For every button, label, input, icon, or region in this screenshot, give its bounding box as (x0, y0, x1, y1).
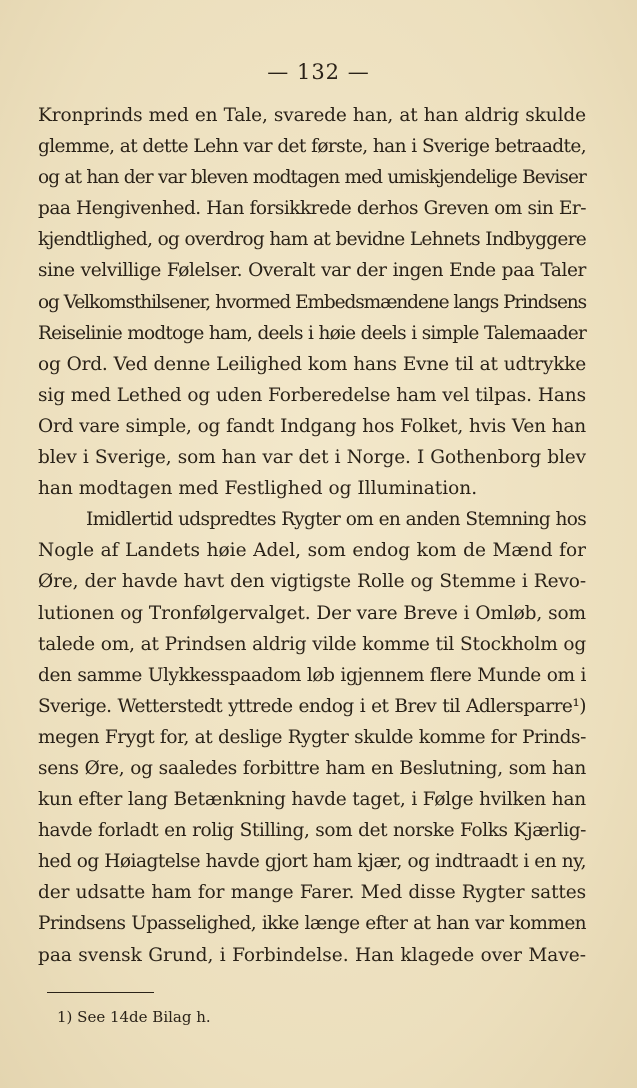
text-line: sig med Lethed og uden Forberedelse ham vel tilpas. Hans (38, 384, 586, 406)
text-line: havde forladt en rolig Stilling, som det norske Folks Kjærlig- (38, 820, 586, 842)
text-line: den samme Ulykkesspaadom løb igjennem flere Munde om i (38, 664, 586, 686)
text-line: Imidlertid udspredtes Rygter om en anden Stemning hos (86, 509, 586, 531)
text-line: han modtagen med Festlighed og Illumination. (38, 478, 478, 500)
footnote: 1) See 14de Bilag h. (57, 1008, 211, 1026)
text-line: Reiselinie modtoge ham, deels i høie deels i simple Talemaader (38, 322, 586, 344)
text-line: kun efter lang Betænkning havde taget, i Følge hvilken han (38, 789, 586, 811)
text-line: Øre, der havde havt den vigtigste Rolle og Stemme i Revo- (38, 571, 586, 593)
text-line: blev i Sverige, som han var det i Norge. I Gothenborg blev (38, 447, 586, 469)
text-line: sens Øre, og saaledes forbittre ham en Beslutning, som han (38, 757, 586, 779)
text-line: Kronprinds med en Tale, svarede han, at han aldrig skulde (38, 105, 586, 126)
text-line: hed og Høiagtelse havde gjort ham kjær, og indtraadt i en ny, (38, 851, 586, 873)
text-line: Ord vare simple, og fandt Indgang hos Folket, hvis Ven han (38, 415, 586, 437)
text-line: sine velvillige Følelser. Overalt var der ingen Ende paa Taler (38, 260, 586, 282)
paragraph-2 (38, 504, 586, 970)
text-line: glemme, at dette Lehn var det første, han i Sverige betraadte, (38, 136, 586, 158)
paragraph-1 (38, 100, 586, 504)
body-text (38, 100, 586, 971)
text-line: paa svensk Grund, i Forbindelse. Han klagede over Mave- (38, 944, 586, 966)
footnote-divider (47, 992, 154, 993)
text-line: Nogle af Landets høie Adel, som endog kom de Mænd for (38, 540, 586, 562)
text-line: der udsatte ham for mange Farer. Med disse Rygter sattes (38, 882, 586, 904)
text-line: Prindsens Upasselighed, ikke længe efter at han var kommen (38, 913, 586, 935)
text-line: og Velkomsthilsener, hvormed Embedsmændene langs Prindsens (38, 291, 586, 313)
text-line: talede om, at Prindsen aldrig vilde komme til Stockholm og (38, 633, 586, 655)
page-number: — 132 — (267, 60, 370, 84)
text-line: og Ord. Ved denne Leilighed kom hans Evne til at udtrykke (38, 353, 586, 375)
text-line: paa Hengivenhed. Han forsikkrede derhos Greven om sin Er- (38, 198, 586, 220)
text-line: Sverige. Wetterstedt yttrede endog i et Brev til Adlersparre¹) (38, 695, 586, 717)
text-line: og at han der var bleven modtagen med umiskjendelige Beviser (38, 167, 586, 189)
text-line: kjendtlighed, og overdrog ham at bevidne Lehnets Indbyggere (38, 229, 586, 251)
text-line: megen Frygt for, at deslige Rygter skulde komme for Prinds- (38, 726, 586, 748)
text-line: lutionen og Tronfølgervalget. Der vare Breve i Omløb, som (38, 602, 586, 624)
